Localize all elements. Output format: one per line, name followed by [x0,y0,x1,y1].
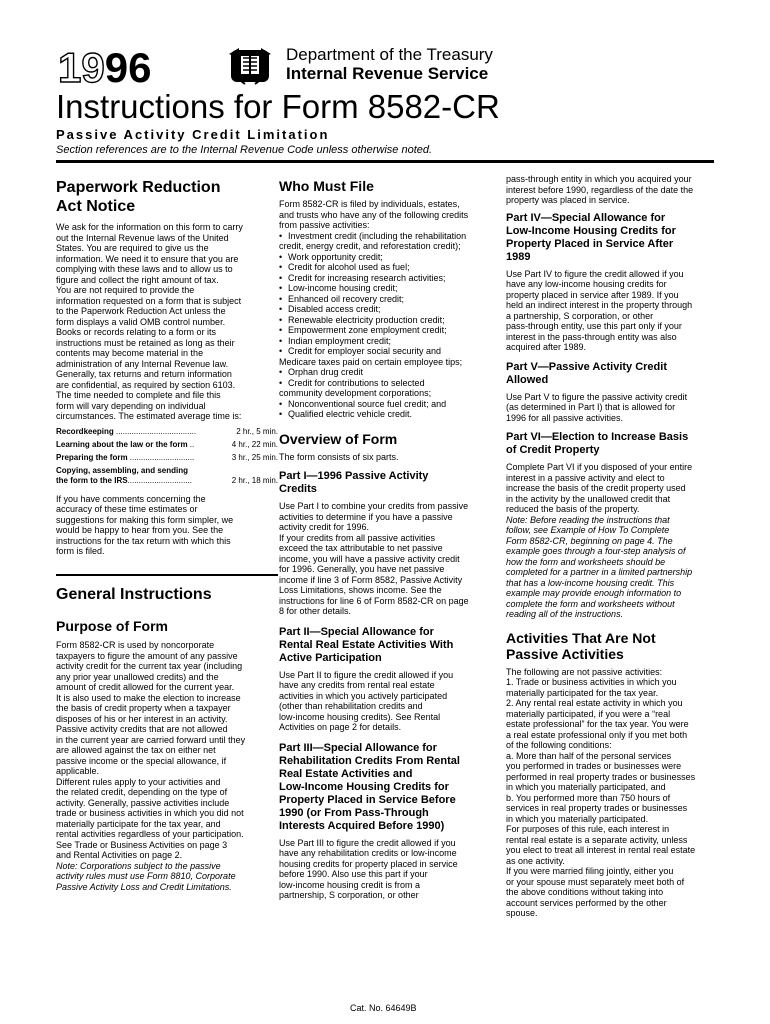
part1-heading: Part I—1996 Passive Activity Credits [279,470,429,495]
column-2 [279,178,495,901]
list-item: • Investment credit (including the rehabilitation [279,231,495,242]
list-item: • Credit for alcohol used as fuel; [279,262,495,273]
part4-body: Use Part IV to figure the credit allowed if you have any low-income housing credits for property placed in service after 1989. If you held an indirect interest in the property through a partnership, S corporation, or other pass-through entity, use this part only if your interest in the pass-through entity was also acquired after 1989. [506,268,693,352]
part5-heading: Part V—Passive Activity Credit Allowed [506,360,667,386]
continued-body: pass-through entity in which you acquired your interest before 1990, regardless of the date the property was placed in service. [506,174,694,205]
list-item: • Nonconventional source fuel credit; and [279,399,495,410]
part5-body: Use Part V to figure the passive activity credit (as determined in Part I) that is allowed for 1996 for all passive activities. [506,391,688,423]
list-item-continued: credit, energy credit, and reforestation credit); [279,241,461,251]
part6-body: Complete Part VI if you disposed of your entire interest in a passive activity and elect to increase the basis of the credit property used in the activity by the unallowed credit that reduced the basis of the property. [506,462,693,514]
part1-body: Use Part I to combine your credits from passive activities to determine if you have a passive activity credit for 1996. If your credits from all passive activities exceed the tax attributable to net passive income, you will have a passive activity credit for 1996. Generally, you have net passive income if line 3 of Form 8582, Passive Activity Loss Limitations, shows income. See the instructions for line 6 of Form 8582-CR on page 8 for other details. [279,501,469,616]
overview-heading: Overview of Form [279,430,398,447]
column-3 [506,174,718,919]
column-1 [56,178,278,557]
list-item: • Renewable electricity production credit; [279,315,495,326]
who-must-file-heading: Who Must File [279,178,374,194]
irs-eagle-logo-icon [227,44,273,86]
list-item: • Credit for contributions to selected [279,378,495,389]
list-item: • Disabled access credit; [279,304,495,315]
paperwork-body: We ask for the information on this form to carry out the Internal Revenue laws of the United States. You are required to give us the information. We need it to ensure that you are complying with these laws and to allow us to figure and collect the right amount of tax. You are not required to provide the information requested on a form that is subject to the Paperwork Reduction Act unless the form displays a valid OMB control number. Books or records relating to a form or its instructions must be retained as long as their contents may become material in the administration of any Internal Revenue law. Generally, tax returns and return information are confidential, as required by section 6103. The time needed to complete and file this form will vary depending on individual circumstances. The estimated average time is: [56,222,243,421]
page-subtitle: Passive Activity Credit Limitation [56,127,330,142]
table-row: Learning about the law or the form .. 4 hr., 22 min. [56,439,278,449]
section-rule [56,574,278,576]
table-row: Recordkeeping .................................... 2 hr., 5 min. [56,426,278,436]
list-item: • Qualified electric vehicle credit. [279,409,495,420]
part4-heading: Part IV—Special Allowance for Low-Income Housing Credits for Property Placed in Service After 1989 [506,211,676,263]
not-passive-body: The following are not passive activities: 1. Trade or business activities in which you materially participated for the tax year. 2. Any rental real estate activity in which you materially participated, if you were a “real estate professional” for the tax year. You were a real estate professional only if you met both of the following conditions: a. More than half of the personal services you performed in trades or businesses were performed in real property trades or businesses in which you materially participated, and b. You performed more than 750 hours of services in real property trades or businesses in which you materially participated. For purposes of this rule, each interest in rental real estate is a separate activity, unless you elect to treat all interest in rental real estate as one activity. If you were married filing jointly, either you or your spouse must separately meet both of the above conditions without taking into account services performed by the other spouse. [506,666,696,918]
list-item: • Low-income housing credit; [279,283,495,294]
list-item: • Enhanced oil recovery credit; [279,294,495,305]
time-estimate-table [56,427,278,486]
overview-body: The form consists of six parts. [279,451,399,462]
list-item: • Indian employment credit; [279,336,495,347]
purpose-body: Form 8582-CR is used by noncorporate taxpayers to figure the amount of any passive activity credit for the current tax year (including any prior year unallowed credits) and the amount of credit allowed for the current year. It is also used to make the election to increase the basis of credit property when a taxpayer disposes of his or her interest in an activity. Passive activity credits that are not allowed in the current year are carried forward until they are allowed against the tax on either net passive income or the special allowance, if applicable. Different rules apply to your activities and the related credit, depending on the type of activity. Generally, passive activities include trade or business activities in which you did not materially participate for the tax year, and rental activities regardless of your participation. See Trade or Business Activities on page 3 and Rental Activities on page 2. [56,640,246,860]
part6-heading: Part VI—Election to Increase Basis of Credit Property [506,431,689,456]
section-reference-note: Section references are to the Internal Revenue Code unless otherwise noted. [56,144,433,156]
table-row: Preparing the form ............................. 3 hr., 25 min. [56,452,278,462]
part2-body: Use Part II to figure the credit allowed if you have any credits from rental real estate activities in which you actively participated (other than rehabilitation credits and low-income housing credits). See Rental Activities on page 2 for details. [279,669,454,732]
list-item-continued: community development corporations; [279,388,432,398]
part3-heading: Part III—Special Allowance for Rehabilitation Credits From Rental Real Estate Activities and Low-Income Housing Credits for Property Placed in Service Before 1990 (or From Pass-Through Interests Acquired Before 1990) [279,741,460,832]
corporations-note: Note: Corporations subject to the passive activity rules must use Form 8810, Corporate Passive Activity Loss and Credit Limitations. [56,860,236,892]
list-item: • Orphan drug credit [279,367,495,378]
part2-heading: Part II—Special Allowance for Rental Real Estate Activities With Active Participation [279,625,454,664]
column-1-lower [56,585,278,892]
comments-body: If you have comments concerning the accuracy of these time estimates or suggestions for making this form simpler, we would be happy to hear from you. See the instructions for the tax return with which this form is filed. [56,493,234,556]
list-item: • Work opportunity credit; [279,252,495,263]
who-must-file-body: Form 8582-CR is filed by individuals, estates, and trusts who have any of the following credits from passive activities: [279,199,469,230]
table-row: Copying, assembling, and sending [56,465,189,475]
department-name: Department of the Treasury [286,45,493,64]
list-item: • Credit for increasing research activities; [279,273,495,284]
header-rule [56,160,714,163]
part3-body: Use Part III to figure the credit allowed if you have any rehabilitation credits or low-income housing credits for property placed in service before 1990. Also use this part if your low-income housing credit is from a partnership, S corporation, or other [279,837,458,900]
list-item: • Empowerment zone employment credit; [279,325,495,336]
list-item: • Credit for employer social security and [279,346,495,357]
table-row: the form to the IRS............................. 2 hr., 18 min. [56,475,278,485]
page-title: Instructions for Form 8582-CR [56,88,500,125]
part6-note: Note: Before reading the instructions that follow, see Example of How To Complete Form 8582-CR, beginning on page 4. The example goes through a four-step analysis of how the form and worksheets should be completed for a partner in a limited partnership that has a low-income housing credit. This example may provide enough information to complete the form and worksheets without reading all of the instructions. [506,514,693,619]
list-item-continued: Medicare taxes paid on certain employee tips; [279,356,463,367]
purpose-heading: Purpose of Form [56,618,169,634]
credits-list [279,231,495,420]
general-instructions-heading: General Instructions [56,586,212,603]
paperwork-heading: Paperwork Reduction Act Notice [56,179,221,215]
agency-name: Internal Revenue Service [286,64,489,83]
not-passive-heading: Activities That Are Not Passive Activities [506,629,656,662]
catalog-number: Cat. No. 64649B [350,1003,417,1013]
form-year: 1996 [58,44,152,91]
